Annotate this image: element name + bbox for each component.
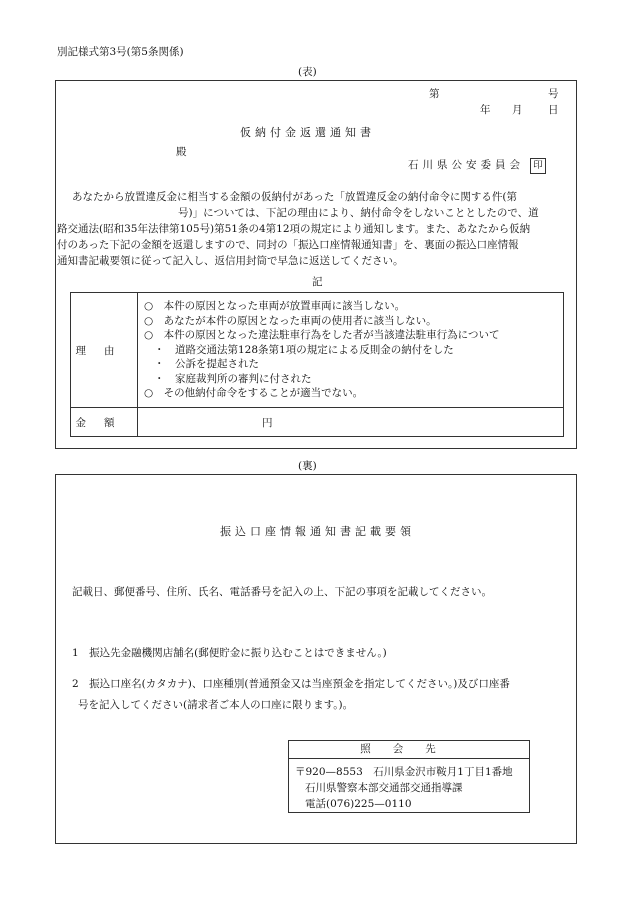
reason-list-cell [138,293,564,408]
date-year: 年 [480,104,491,116]
back-item-1: 1 振込先金融機関店舗名(郵便貯金に振り込むことはできません。) [72,647,387,659]
amount-label-cell [71,408,138,437]
reason-label: 理由 [75,344,133,357]
reason-item: ○ 本件の原因となった違法駐車行為をした者が当該違法駐車行為について [144,329,500,342]
number-prefix: 第 [429,88,440,100]
reason-subitem: ・ 家庭裁判所の審判に付された [154,372,312,385]
back-item-2-line-1: 2 振込口座名(カタカナ)、口座種別(普通預金又は当座預金を指定してください。)及び口座番 [72,678,510,690]
body-line-2: 号)」については、下記の理由により、納付命令をしないこととしたので、道 [178,207,539,219]
ki-label: 記 [312,276,323,288]
reason-item: ○ その他納付命令をすることが適当でない。 [144,387,364,400]
reason-subitem: ・ 道路交通法第128条第1項の規定による反則金の納付をした [154,343,454,356]
contact-header-row [289,741,529,759]
back-item-2-line-2: 号を記入してください(請求者ご本人の口座に限ります。)。 [78,699,354,711]
reason-item: ○ 本件の原因となった車両が放置車両に該当しない。 [144,300,406,313]
date-month: 月 [512,104,523,116]
reason-item: ○ あなたが本件の原因となった車両の使用者に該当しない。 [144,314,437,327]
front-section-label: (表) [298,66,317,78]
amount-unit: 円 [262,416,273,429]
seal-mark: 印 [530,158,546,174]
reason-subitem: ・ 公訴を提起された [154,358,259,371]
addressee: 殿 [176,146,187,158]
reason-table [70,292,564,437]
number-suffix: 号 [548,88,559,100]
contact-address: 〒920—8553 石川県金沢市鞍月1丁目1番地 [295,766,513,778]
back-title: 振込口座情報通知書記載要領 [220,525,415,538]
contact-header: 照会先 [360,743,458,755]
back-intro: 記載日、郵便番号、住所、氏名、電話番号を記入の上、下記の事項を記載してください。 [72,586,492,598]
amount-row [71,408,564,437]
date-day: 日 [548,104,559,116]
contact-box [288,740,530,813]
amount-label: 金額 [75,416,133,429]
body-line-1: あなたから放置違反金に相当する金額の仮納付があった「放置違反金の納付命令に関する件(第 [72,191,517,203]
contact-phone: 電話(076)225—0110 [305,798,412,810]
amount-value-cell [138,408,564,437]
front-title: 仮納付金返還通知書 [240,126,375,139]
body-line-3: 路交通法(昭和35年法律第105号)第51条の4第12項の規定により通知します。また、あなたから仮納 [57,223,531,235]
reason-label-cell [71,293,138,408]
contact-dept: 石川県警察本部交通部交通指導課 [305,782,463,794]
form-label: 別記様式第3号(第5条関係) [57,46,184,58]
body-line-5: 通知書記載要領に従って記入し、返信用封筒で早急に返送してください。 [57,255,404,267]
issuer: 石川県公安委員会 [408,159,524,171]
reason-row [71,293,564,408]
body-line-4: 付のあった下記の金額を返還しますので、同封の「振込口座情報通知書」を、裏面の振込口座情報 [57,239,519,251]
back-section-label: (裏) [298,460,317,472]
issuer-block [408,157,546,174]
